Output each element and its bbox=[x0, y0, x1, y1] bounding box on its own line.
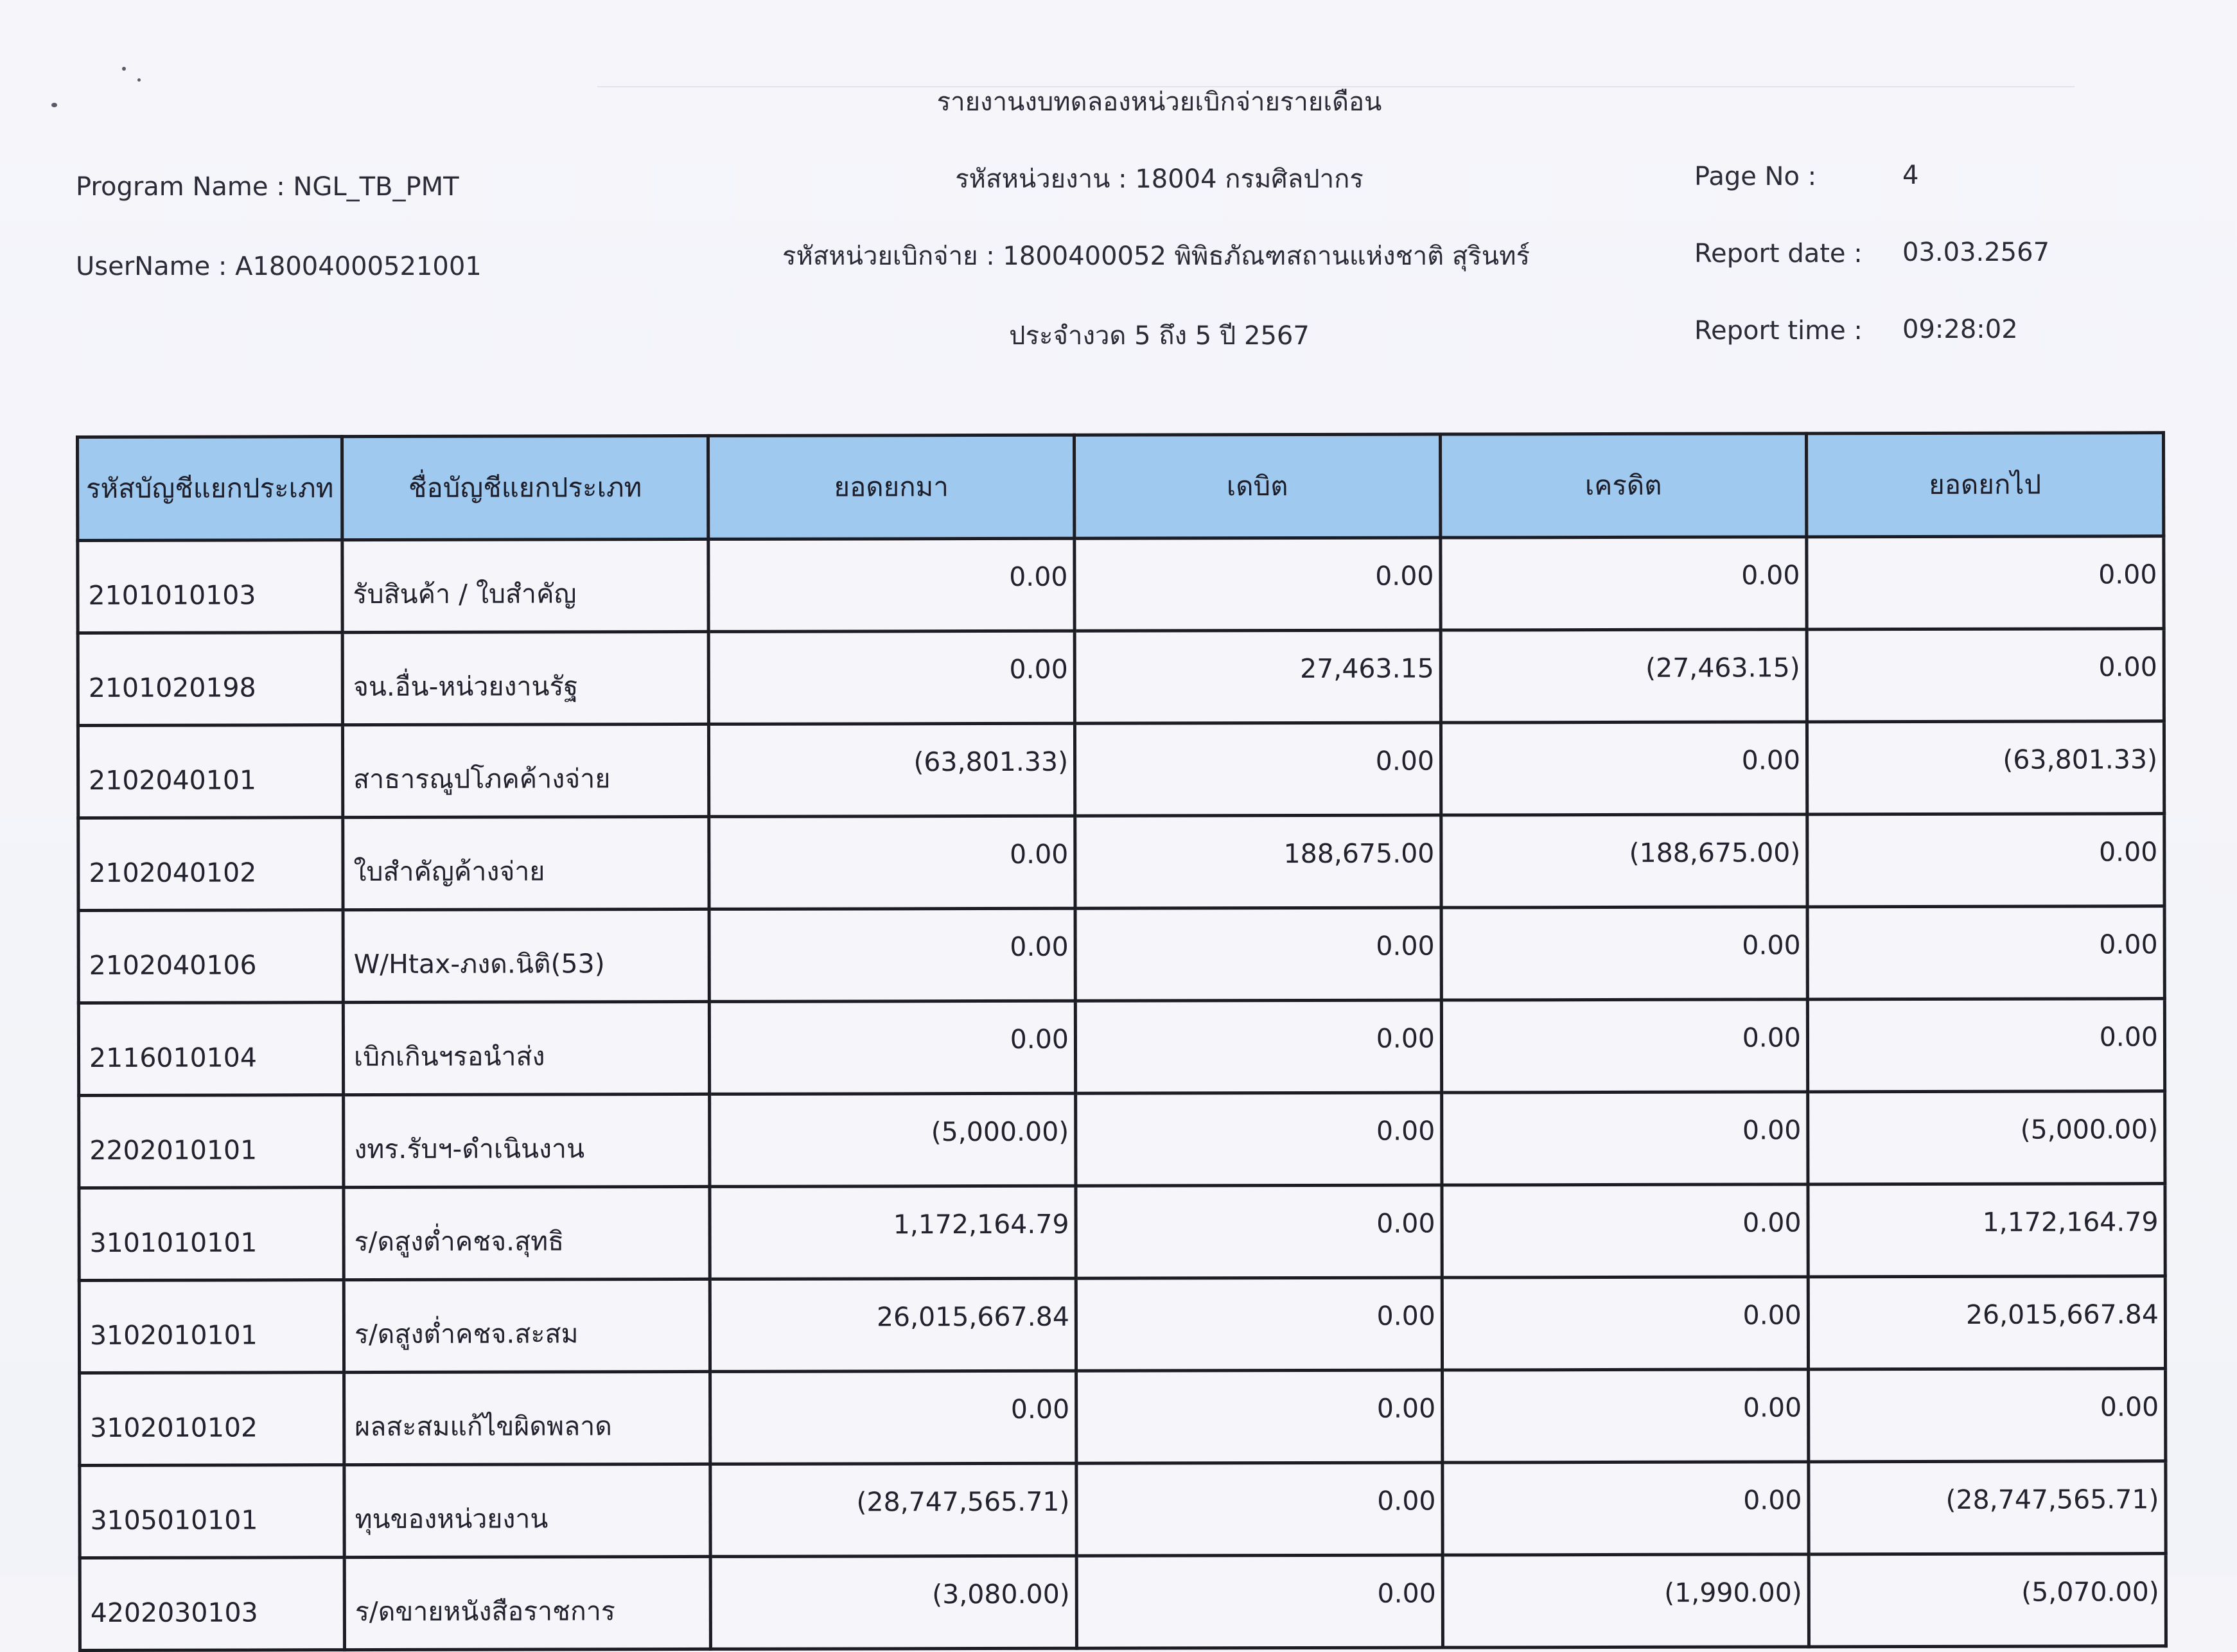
account-code-cell: 2102040101 bbox=[78, 725, 342, 818]
table-row bbox=[80, 1461, 2166, 1558]
scan-speck bbox=[51, 103, 57, 107]
table-row bbox=[79, 1276, 2165, 1373]
opening-balance-cell: 1,172,164.79 bbox=[710, 1186, 1076, 1279]
table-row bbox=[78, 814, 2164, 911]
credit-cell: (188,675.00) bbox=[1441, 814, 1807, 908]
scan-speck bbox=[137, 78, 141, 82]
closing-balance-cell: (63,801.33) bbox=[1807, 721, 2164, 814]
debit-cell: 0.00 bbox=[1076, 1185, 1442, 1278]
report-title: รายงานงบทดลองหน่วยเบิกจ่ายรายเดือน bbox=[936, 87, 1382, 117]
credit-cell: 0.00 bbox=[1441, 537, 1807, 630]
trial-balance-table-wrap bbox=[76, 431, 2164, 1628]
column-header-account-code: รหัสบัญชีแยกประเภท bbox=[78, 437, 342, 541]
closing-balance-cell: 0.00 bbox=[1807, 814, 2164, 907]
account-name-cell: งทร.รับฯ-ดำเนินงาน bbox=[344, 1094, 710, 1187]
closing-balance-cell: 0.00 bbox=[1807, 629, 2164, 722]
account-name-cell: รับสินค้า / ใบสำคัญ bbox=[342, 539, 708, 632]
opening-balance-cell: 0.00 bbox=[709, 816, 1075, 909]
credit-cell: 0.00 bbox=[1443, 1462, 1809, 1555]
debit-cell: 0.00 bbox=[1075, 538, 1441, 631]
debit-cell: 0.00 bbox=[1075, 1000, 1441, 1093]
credit-cell: 0.00 bbox=[1442, 1184, 1808, 1278]
account-code-cell: 4202030103 bbox=[80, 1558, 344, 1651]
opening-balance-cell: 0.00 bbox=[708, 631, 1075, 724]
account-name-cell: ร/ดขายหนังสือราชการ bbox=[344, 1556, 710, 1649]
column-header-debit: เดบิต bbox=[1075, 434, 1441, 538]
opening-balance-cell: (63,801.33) bbox=[708, 723, 1075, 816]
opening-balance-cell: (3,080.00) bbox=[710, 1556, 1076, 1649]
debit-cell: 0.00 bbox=[1076, 1370, 1443, 1463]
account-code-cell: 2102040102 bbox=[78, 818, 343, 911]
credit-cell: 0.00 bbox=[1441, 907, 1807, 1000]
column-header-opening-balance: ยอดยกมา bbox=[708, 435, 1075, 539]
opening-balance-cell: 0.00 bbox=[709, 1001, 1075, 1094]
debit-cell: 0.00 bbox=[1075, 723, 1441, 816]
closing-balance-cell: 0.00 bbox=[1807, 906, 2164, 999]
account-code-cell: 3102010102 bbox=[80, 1373, 344, 1466]
account-code-cell: 2101010103 bbox=[78, 540, 342, 633]
column-header-closing-balance: ยอดยกไป bbox=[1806, 433, 2163, 537]
scan-speck bbox=[122, 67, 126, 71]
table-row bbox=[80, 1554, 2166, 1651]
account-name-cell: สาธารณูปโภคค้างจ่าย bbox=[342, 724, 708, 817]
debit-cell: 0.00 bbox=[1076, 1093, 1442, 1186]
account-code-cell: 2102040106 bbox=[78, 910, 343, 1003]
account-code-cell: 3105010101 bbox=[80, 1465, 344, 1558]
table-row bbox=[78, 999, 2164, 1096]
account-name-cell: ร/ดสูงต่ำคชจ.สุทธิ bbox=[344, 1186, 710, 1279]
report-time-value: 09:28:02 bbox=[1902, 315, 2018, 344]
opening-balance-cell: (28,747,565.71) bbox=[710, 1463, 1076, 1556]
debit-cell: 0.00 bbox=[1076, 1463, 1443, 1556]
closing-balance-cell: 26,015,667.84 bbox=[1808, 1276, 2165, 1369]
opening-balance-cell: 0.00 bbox=[710, 1371, 1076, 1464]
debit-cell: 0.00 bbox=[1076, 1278, 1442, 1371]
user-name: UserName : A18004000521001 bbox=[76, 252, 482, 281]
page-no-value: 4 bbox=[1902, 161, 1919, 190]
account-code-cell: 2116010104 bbox=[78, 1003, 343, 1096]
debit-cell: 27,463.15 bbox=[1075, 630, 1441, 723]
table-row bbox=[78, 906, 2164, 1003]
table-row bbox=[79, 1184, 2165, 1281]
agency-line: รหัสหน่วยงาน : 18004 กรมศิลปากร bbox=[955, 164, 1364, 194]
account-code-cell: 2202010101 bbox=[79, 1095, 344, 1188]
closing-balance-cell: 0.00 bbox=[1809, 1369, 2166, 1462]
account-name-cell: เบิกเกินฯรอนำส่ง bbox=[343, 1001, 709, 1094]
table-row bbox=[78, 721, 2164, 818]
disbursing-unit-line: รหัสหน่วยเบิกจ่าย : 1800400052 พิพิธภัณฑสถานแห่งชาติ สุรินทร์ bbox=[782, 242, 1530, 271]
column-header-account-name: ชื่อบัญชีแยกประเภท bbox=[342, 435, 708, 540]
table-row bbox=[78, 629, 2164, 726]
credit-cell: (27,463.15) bbox=[1441, 629, 1807, 723]
credit-cell: 0.00 bbox=[1442, 1092, 1808, 1185]
debit-cell: 0.00 bbox=[1075, 908, 1441, 1001]
opening-balance-cell: 26,015,667.84 bbox=[710, 1278, 1076, 1371]
account-name-cell: ใบสำคัญค้างจ่าย bbox=[343, 816, 709, 909]
account-code-cell: 3102010101 bbox=[79, 1280, 344, 1373]
report-date-label: Report date : bbox=[1694, 239, 1863, 268]
credit-cell: 0.00 bbox=[1443, 1369, 1809, 1463]
closing-balance-cell: (28,747,565.71) bbox=[1809, 1461, 2166, 1554]
account-name-cell: จน.อื่น-หน่วยงานรัฐ bbox=[342, 631, 708, 725]
trial-balance-table bbox=[76, 431, 2168, 1652]
closing-balance-cell: (5,000.00) bbox=[1808, 1091, 2165, 1184]
closing-balance-cell: 0.00 bbox=[1807, 999, 2164, 1092]
account-name-cell: ทุนของหน่วยงาน bbox=[344, 1464, 710, 1557]
account-name-cell: ร/ดสูงต่ำคชจ.สะสม bbox=[344, 1279, 710, 1372]
report-date-value: 03.03.2567 bbox=[1902, 238, 2050, 267]
account-name-cell: ผลสะสมแก้ไขผิดพลาด bbox=[344, 1371, 710, 1464]
page-no-label: Page No : bbox=[1694, 162, 1817, 191]
table-row bbox=[78, 536, 2164, 633]
closing-balance-cell: 0.00 bbox=[1807, 536, 2164, 629]
program-name: Program Name : NGL_TB_PMT bbox=[76, 172, 459, 202]
column-header-credit: เครดิต bbox=[1441, 434, 1807, 538]
closing-balance-cell: (5,070.00) bbox=[1809, 1554, 2166, 1647]
report-time-label: Report time : bbox=[1694, 316, 1863, 346]
opening-balance-cell: (5,000.00) bbox=[710, 1093, 1076, 1186]
credit-cell: 0.00 bbox=[1441, 722, 1807, 815]
credit-cell: (1,990.00) bbox=[1443, 1554, 1809, 1648]
debit-cell: 0.00 bbox=[1076, 1555, 1443, 1648]
period-line: ประจำงวด 5 ถึง 5 ปี 2567 bbox=[1009, 321, 1310, 351]
debit-cell: 188,675.00 bbox=[1075, 815, 1441, 908]
opening-balance-cell: 0.00 bbox=[709, 908, 1075, 1001]
table-row bbox=[80, 1369, 2166, 1466]
account-code-cell: 3101010101 bbox=[79, 1188, 344, 1281]
credit-cell: 0.00 bbox=[1442, 1277, 1808, 1370]
account-name-cell: W/Htax-ภงด.นิติ(53) bbox=[343, 909, 709, 1002]
table-header-row bbox=[78, 433, 2164, 541]
credit-cell: 0.00 bbox=[1441, 999, 1807, 1093]
account-code-cell: 2101020198 bbox=[78, 633, 342, 726]
table-row bbox=[79, 1091, 2165, 1188]
closing-balance-cell: 1,172,164.79 bbox=[1808, 1184, 2165, 1277]
opening-balance-cell: 0.00 bbox=[708, 538, 1075, 631]
